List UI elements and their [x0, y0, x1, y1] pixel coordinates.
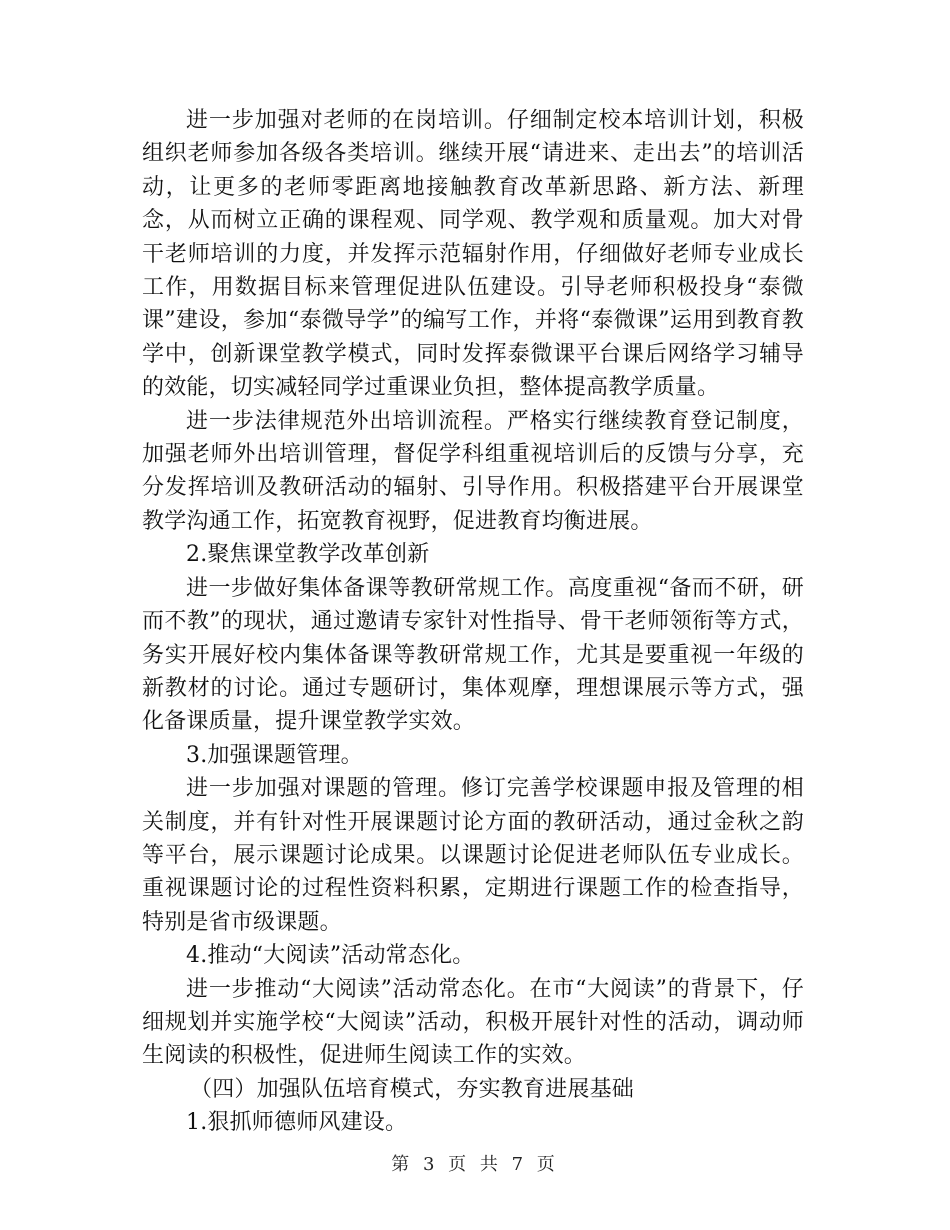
- paragraph-project-management: 进一步加强对课题的管理。修订完善学校课题申报及管理的相关制度，并有针对性开展课题讨论方面的教研活动，通过金秋之韵等平台，展示课题讨论成果。以课题讨论促进老师队伍专业成长。重视课题讨论的过程性资料积累，定期进行课题工作的检查指导，特别是省市级课题。: [142, 776, 804, 935]
- page-number-footer: 第 3 页 共 7 页: [391, 1154, 559, 1175]
- heading-teacher-ethics: 1.狠抓师德师风建设。: [186, 1110, 408, 1136]
- heading-classroom-reform: 2.聚焦课堂教学改革创新: [186, 542, 430, 568]
- document-body: [142, 104, 804, 1140]
- paragraph-big-reading: 进一步推动“大阅读”活动常态化。在市“大阅读”的背景下，仔细规划并实施学校“大阅读”活动，积极开展针对性的活动，调动师生阅读的积极性，促进师生阅读工作的实效。: [142, 976, 804, 1069]
- paragraph-collective-lesson-prep: 进一步做好集体备课等教研常规工作。高度重视“备而不研，研而不教”的现状，通过邀请专家针对性指导、骨干老师领衔等方式，务实开展好校内集体备课等教研常规工作，尤其是要重视一年级的新教材的讨论。通过专题研讨，集体观摩，理想课展示等方式，强化备课质量，提升课堂教学实效。: [142, 575, 804, 735]
- heading-big-reading: 4.推动“大阅读”活动常态化。: [186, 943, 475, 969]
- paragraph-external-training: 进一步法律规范外出培训流程。严格实行继续教育登记制度，加强老师外出培训管理，督促学科组重视培训后的反馈与分享，充分发挥培训及教研活动的辐射、引导作用。积极搭建平台开展课堂教学沟通工作，拓宽教育视野，促进教育均衡进展。: [142, 408, 804, 534]
- paragraph-in-service-training: 进一步加强对老师的在岗培训。仔细制定校本培训计划，积极组织老师参加各级各类培训。继续开展“请进来、走出去”的培训活动，让更多的老师零距离地接触教育改革新思路、新方法、新理念，从而树立正确的课程观、同学观、教学观和质量观。加大对骨干老师培训的力度，并发挥示范辐射作用，仔细做好老师专业成长工作，用数据目标来管理促进队伍建设。引导老师积极投身“泰微课”建设，参加“泰微导学”的编写工作，并将“泰微课”运用到教育教学中，创新课堂教学模式，同时发挥泰微课平台课后网络学习辅导的效能，切实减轻同学过重课业负担，整体提高教学质量。: [142, 108, 804, 401]
- heading-project-management: 3.加强课题管理。: [186, 742, 363, 768]
- section-heading-four: （四）加强队伍培育模式，夯实教育进展基础: [190, 1076, 635, 1102]
